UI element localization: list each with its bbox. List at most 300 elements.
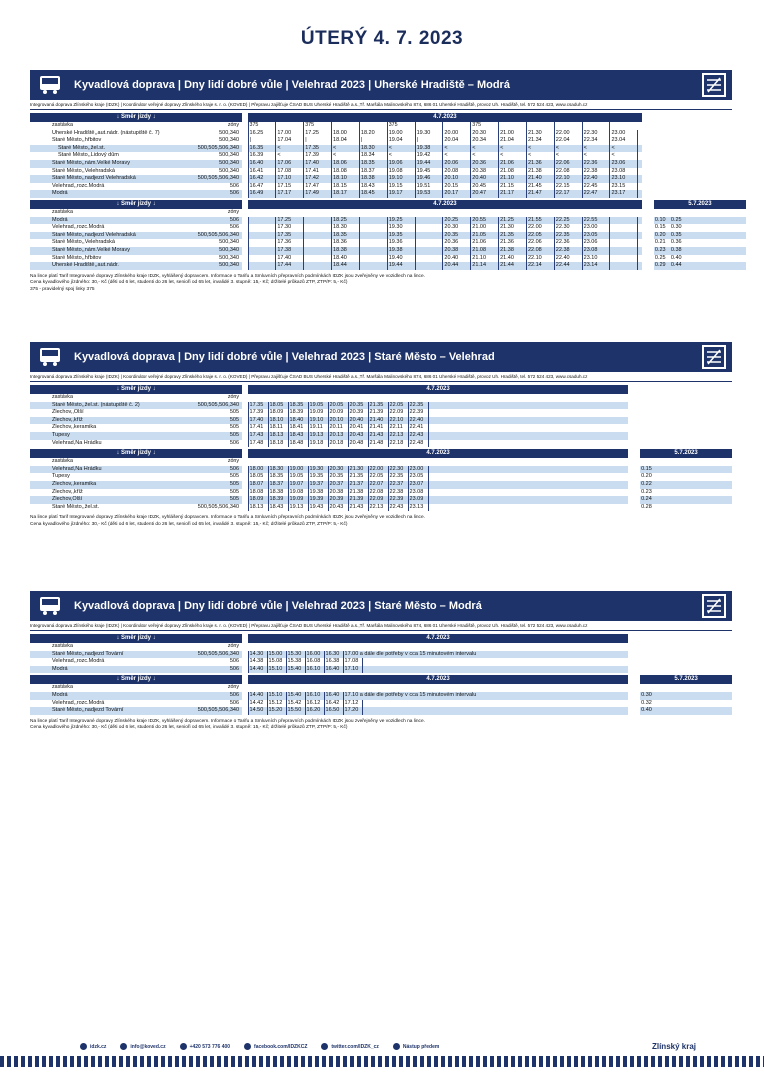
departure-time: 15.10 xyxy=(267,692,286,700)
table-subheader-row xyxy=(30,643,732,651)
departure-time: 22.36 xyxy=(582,160,610,168)
stop-zones: 500,340 xyxy=(219,239,240,246)
departure-time: 22.30 xyxy=(388,466,408,474)
departure-time: 18.06 xyxy=(332,160,360,168)
row-fill xyxy=(428,496,628,504)
departure-time: 21.17 xyxy=(499,190,527,198)
idzk-logo-icon xyxy=(702,345,726,369)
stop-zones: 506 xyxy=(229,224,240,231)
departure-time: 22.13 xyxy=(388,432,408,440)
stop-zones: 500,340 xyxy=(219,152,240,159)
table-row xyxy=(30,402,732,410)
departure-time: 18.00 xyxy=(332,130,360,138)
stop-zones: 506 xyxy=(229,182,240,189)
gap-cell xyxy=(642,160,654,168)
departure-time: 17.49 xyxy=(304,190,332,198)
next-day-time xyxy=(670,137,686,145)
departure-time: 23.00 xyxy=(582,224,610,232)
departure-time: 22.38 xyxy=(554,247,582,255)
departure-time: 17.35 xyxy=(304,145,332,153)
departure-time: < xyxy=(526,145,554,153)
row-fill xyxy=(672,402,732,410)
departure-time: 23.08 xyxy=(582,247,610,255)
departure-time: 18.15 xyxy=(332,183,360,191)
next-day-time xyxy=(670,152,686,160)
date-label: 4.7.2023 xyxy=(248,113,642,122)
departure-time: 19.13 xyxy=(288,504,308,512)
departure-time: < xyxy=(554,152,582,160)
stop-zones: 500,505,506,340 xyxy=(180,707,242,715)
direction-label: ↓ Směr jízdy ↓ xyxy=(30,200,242,209)
departure-time xyxy=(415,255,443,263)
stop-name: Staré Město,,nám.Velké Moravy xyxy=(30,160,180,168)
departure-time: 22.40 xyxy=(554,255,582,263)
departure-time: < xyxy=(387,145,415,153)
row-fill xyxy=(686,224,746,232)
departure-time: 21.43 xyxy=(368,432,388,440)
bus-icon xyxy=(30,591,70,621)
departure-time: 23.08 xyxy=(408,489,428,497)
next-day-time: 0.44 xyxy=(670,262,686,270)
next-day-time: 0.35 xyxy=(670,232,686,240)
next-day-time xyxy=(656,402,672,410)
direction-label: ↓ Směr jízdy ↓ xyxy=(30,113,242,122)
departure-time: 23.05 xyxy=(408,473,428,481)
table-row xyxy=(30,175,746,183)
table-row xyxy=(30,417,732,425)
subheader-fill xyxy=(242,394,732,402)
departure-time: 18.45 xyxy=(359,190,387,198)
footer-email[interactable]: info@koved.cz xyxy=(120,1043,165,1050)
departure-time: 19.06 xyxy=(387,160,415,168)
departure-time: 19.04 xyxy=(387,137,415,145)
timetable-section xyxy=(30,591,732,732)
next-day-time: 0.23 xyxy=(654,247,670,255)
stop-name: Staré Město,,nadjezd Velehradská xyxy=(30,232,180,240)
stop-zones: 506 xyxy=(180,692,242,700)
departure-time: 21.48 xyxy=(368,440,388,448)
table-row xyxy=(30,504,732,512)
subheader-fill xyxy=(242,209,746,217)
row-fill xyxy=(672,651,732,659)
stop-name: Zlechov,,Olší xyxy=(52,409,84,416)
timetable-table xyxy=(30,634,732,673)
departure-time: 19.53 xyxy=(415,190,443,198)
timetable-section xyxy=(30,70,732,293)
departure-time: 18.38 xyxy=(268,489,288,497)
footer-brand: Zlínský kraj xyxy=(651,1042,696,1051)
departure-time: 17.40 xyxy=(276,255,304,263)
departure-time: 21.36 xyxy=(499,239,527,247)
stop-name: Modrá xyxy=(30,692,180,700)
departure-time: 17.25 xyxy=(304,130,332,138)
departure-time: 22.05 xyxy=(368,473,388,481)
note-line: Cena kyvadlového jízdného: 30,- Kč (děti od 6 let, studenti do 26 let, senioři od 65 let, invalidé 3. stupně: 15,- Kč; držitelé průkazů ZTP, ZTP/P: 5,- Kč) xyxy=(30,521,348,527)
stop-zones: 505 xyxy=(180,496,242,504)
line-number-cell xyxy=(415,122,443,130)
departure-time: 19.25 xyxy=(387,217,415,225)
departure-time xyxy=(610,217,638,225)
table-row xyxy=(30,409,732,417)
departure-time: 21.06 xyxy=(471,239,499,247)
column-header-zones: zóny xyxy=(227,122,240,129)
departure-time: 20.30 xyxy=(471,130,499,138)
stop-zones: 506 xyxy=(180,217,242,225)
departure-time: 20.41 xyxy=(348,424,368,432)
departure-time: 17.12 xyxy=(343,700,362,708)
departure-time: 16.35 xyxy=(248,145,276,153)
stop-name: Staré Město,,Velehradská xyxy=(52,239,115,246)
idzk-logo-icon xyxy=(702,594,726,618)
row-fill xyxy=(686,190,746,198)
departure-time: 20.08 xyxy=(443,168,471,176)
departure-time xyxy=(415,239,443,247)
column-header-stop: zastávka xyxy=(52,122,73,129)
table-subheader-row xyxy=(30,458,732,466)
row-fill xyxy=(672,473,732,481)
footer-twitter[interactable]: twitter.com/IDZK_cz xyxy=(321,1043,379,1050)
departure-time: 21.14 xyxy=(471,262,499,270)
departure-time: 17.40 xyxy=(304,160,332,168)
departure-time xyxy=(304,255,332,263)
departure-time xyxy=(304,232,332,240)
stop-name: Velehrad,,rozc.Modrá xyxy=(52,699,105,706)
departure-time: 14.30 xyxy=(248,651,267,659)
gap-cell xyxy=(642,183,654,191)
next-day-time: 0.10 xyxy=(654,217,670,225)
next-day-time: 0.22 xyxy=(640,481,656,489)
section-banner xyxy=(30,591,732,621)
stop-name: Staré Město,,hřbitov xyxy=(52,137,102,144)
header-gap xyxy=(628,634,640,643)
departure-time: 16.20 xyxy=(305,707,324,715)
departure-time: | xyxy=(248,137,276,145)
table-row xyxy=(30,183,746,191)
departure-time: 22.30 xyxy=(582,130,610,138)
departure-time xyxy=(248,224,276,232)
departure-time: 15.40 xyxy=(286,692,305,700)
departure-time: 15.50 xyxy=(286,707,305,715)
departure-time: 15.20 xyxy=(267,707,286,715)
departure-time: 20.40 xyxy=(443,255,471,263)
departure-time: 19.44 xyxy=(415,160,443,168)
departure-time: 21.38 xyxy=(526,168,554,176)
row-fill xyxy=(362,658,628,666)
departure-time: 16.50 xyxy=(324,707,343,715)
gap-cell xyxy=(628,651,640,659)
departure-time: 21.00 xyxy=(499,130,527,138)
gap-cell xyxy=(642,152,654,160)
departure-time: < xyxy=(471,145,499,153)
departure-time: 14.40 xyxy=(248,692,267,700)
departure-time: 22.40 xyxy=(582,175,610,183)
row-fill xyxy=(428,440,628,448)
footer-phone[interactable]: +420 573 776 400 xyxy=(180,1043,230,1050)
departure-time: 16.08 xyxy=(305,658,324,666)
column-header-zones: zóny xyxy=(227,394,240,401)
row-fill xyxy=(428,402,628,410)
date-label: 4.7.2023 xyxy=(248,634,628,643)
departure-time: 19.17 xyxy=(387,190,415,198)
departure-time: < xyxy=(554,145,582,153)
departure-time: 23.05 xyxy=(582,232,610,240)
column-header-stop: zastávka xyxy=(52,458,73,465)
table-row xyxy=(30,160,746,168)
departure-time: 17.08 xyxy=(276,168,304,176)
departure-time: 17.39 xyxy=(304,152,332,160)
subheader-fill xyxy=(242,458,732,466)
departure-time: 19.35 xyxy=(387,232,415,240)
departure-time: 19.15 xyxy=(387,183,415,191)
row-fill xyxy=(428,409,628,417)
stop-name: Zlechov,,kříž xyxy=(52,488,83,495)
table-row xyxy=(30,168,746,176)
departure-time: 22.35 xyxy=(408,402,428,410)
stop-zones: 506 xyxy=(180,666,242,674)
departure-time: 17.42 xyxy=(304,175,332,183)
departure-time: 15.00 xyxy=(267,651,286,659)
gap-cell xyxy=(642,232,654,240)
next-day-time xyxy=(654,190,670,198)
departure-time: 22.05 xyxy=(526,232,554,240)
info-line: Integrovaná doprava Zlínského kraje (IDZK) | Koordinátor veřejné dopravy Zlínského kraje s. r. o. (KOVED) | Přepravu zajišťuje ČSAD BUS Uherské Hradiště a.s.,Tř. Maršála Malinovského 874, 686 01 Uherské Hradiště, provoz Uh. Hradiště, tel. 572 524 423, www.csaduh.cz xyxy=(30,100,732,110)
stop-zones: 505 xyxy=(229,473,240,480)
departure-time: 23.00 xyxy=(408,466,428,474)
stop-zones: 505 xyxy=(229,488,240,495)
stop-zones: 506 xyxy=(180,466,242,474)
table-row xyxy=(30,481,732,489)
row-fill xyxy=(686,239,746,247)
direction-label: ↓ Směr jízdy ↓ xyxy=(30,634,242,643)
departure-time: 22.09 xyxy=(388,409,408,417)
next-day-time xyxy=(640,651,656,659)
column-header-stop: zastávka xyxy=(52,643,73,650)
departure-time xyxy=(248,217,276,225)
departure-time xyxy=(610,262,638,270)
departure-time: 18.43 xyxy=(359,183,387,191)
departure-time: 17.47 xyxy=(304,183,332,191)
departure-time: 20.38 xyxy=(328,489,348,497)
departure-time: < xyxy=(443,145,471,153)
departure-time: 23.09 xyxy=(408,496,428,504)
gap-cell xyxy=(628,440,640,448)
header-gap xyxy=(628,675,640,684)
departure-time: 19.51 xyxy=(415,183,443,191)
departure-time: 22.34 xyxy=(582,137,610,145)
next-day-time xyxy=(640,658,656,666)
stop-zones: 505 xyxy=(180,481,242,489)
header-gap xyxy=(628,385,640,394)
departure-time: 21.40 xyxy=(499,255,527,263)
departure-time: 21.40 xyxy=(368,417,388,425)
row-fill xyxy=(428,489,628,497)
table-row xyxy=(30,496,732,504)
table-row xyxy=(30,232,746,240)
next-day-time xyxy=(656,496,672,504)
departure-time: 22.45 xyxy=(582,183,610,191)
table-header-row xyxy=(30,449,732,458)
timetable-table xyxy=(30,675,732,714)
column-header-stop: zastávka xyxy=(52,394,73,401)
departure-time xyxy=(304,217,332,225)
departure-time: 19.09 xyxy=(308,409,328,417)
departure-time: 20.10 xyxy=(328,417,348,425)
departure-time: 18.09 xyxy=(268,409,288,417)
line-number-cell xyxy=(610,122,638,130)
departure-time: 22.40 xyxy=(408,417,428,425)
departure-time: 18.04 xyxy=(332,137,360,145)
departure-time: 15.40 xyxy=(286,666,305,674)
gap-cell xyxy=(628,409,640,417)
departure-time: 21.45 xyxy=(526,183,554,191)
stop-name: Staré Město,,Lidový dům xyxy=(58,152,119,159)
table-row xyxy=(30,666,732,674)
next-day-time xyxy=(640,417,656,425)
departure-time: 17.10 xyxy=(276,175,304,183)
footer-web[interactable]: idzk.cz xyxy=(80,1043,106,1050)
row-fill xyxy=(686,145,746,153)
row-fill xyxy=(686,168,746,176)
table-row xyxy=(30,440,732,448)
departure-time: 19.30 xyxy=(308,466,328,474)
table-row xyxy=(30,692,732,700)
header-gap xyxy=(642,113,654,122)
stop-name: Zlechov,,keramika xyxy=(52,424,97,431)
next-day-time xyxy=(654,168,670,176)
departure-time: 22.15 xyxy=(554,183,582,191)
departure-time: 19.35 xyxy=(308,473,328,481)
departure-time: 21.39 xyxy=(348,496,368,504)
bottom-decoration xyxy=(0,1056,764,1067)
gap-cell xyxy=(628,666,640,674)
departure-time: 18.36 xyxy=(332,239,360,247)
departure-time: < xyxy=(582,152,610,160)
next-day-time: 0.15 xyxy=(654,224,666,231)
next-day-time: 0.23 xyxy=(641,488,652,495)
departure-time: 18.38 xyxy=(332,247,360,255)
direction-label: ↓ Směr jízdy ↓ xyxy=(30,675,242,684)
next-day-time xyxy=(670,160,686,168)
info-line: Integrovaná doprava Zlínského kraje (IDZK) | Koordinátor veřejné dopravy Zlínského kraje s. r. o. (KOVED) | Přepravu zajišťuje ČSAD BUS Uherské Hradiště a.s.,Tř. Maršála Malinovského 874, 686 01 Uherské Hradiště, provoz Uh. Hradiště, tel. 572 524 423, www.csaduh.cz xyxy=(30,372,732,382)
departure-time: 17.04 xyxy=(276,137,304,145)
gap-cell xyxy=(628,707,640,715)
next-day-time xyxy=(656,504,672,512)
next-day-time: 0.25 xyxy=(654,254,666,261)
departure-time: 16.42 xyxy=(248,175,276,183)
row-fill xyxy=(428,504,628,512)
note-line: Cena kyvadlového jízdného: 30,- Kč (děti od 6 let, studenti do 26 let, senioři od 65 let, invalidé 3. stupně: 15,- Kč; držitelé průkazů ZTP, ZTP/P: 5,- Kč) xyxy=(30,725,348,731)
stop-zones: 506 xyxy=(180,190,242,198)
stop-name: Staré Město,,žel.st. xyxy=(52,503,100,510)
departure-time: 17.38 xyxy=(276,247,304,255)
stop-zones: 500,505,506,340 xyxy=(180,175,242,183)
row-fill xyxy=(672,666,732,674)
departure-time: < xyxy=(276,145,304,153)
departure-time: 18.30 xyxy=(268,466,288,474)
departure-time: < xyxy=(387,152,415,160)
row-fill xyxy=(672,440,732,448)
departure-time xyxy=(248,239,276,247)
column-header-zones: zóny xyxy=(227,684,240,691)
stop-name: Staré Město,,nadjezd Velehradská xyxy=(30,175,180,183)
stop-name: Staré Město,,Velehradská xyxy=(52,167,115,174)
departure-time: 22.10 xyxy=(554,175,582,183)
gap-cell xyxy=(642,130,654,138)
departure-time: 21.30 xyxy=(499,224,527,232)
gap-cell xyxy=(628,692,640,700)
departure-time: 15.30 xyxy=(286,651,305,659)
departure-time xyxy=(359,255,387,263)
departure-time: 18.40 xyxy=(288,417,308,425)
departure-time: < xyxy=(443,152,471,160)
departure-time: 17.17 xyxy=(276,190,304,198)
row-fill xyxy=(428,424,628,432)
table-row xyxy=(30,224,746,232)
departure-time: 16.42 xyxy=(324,700,343,708)
departure-time xyxy=(248,255,276,263)
next-day-time xyxy=(640,432,656,440)
footer-facebook[interactable]: facebook.com/IDZKCZ xyxy=(244,1043,307,1050)
line-number-cell xyxy=(499,122,527,130)
departure-time: 19.44 xyxy=(387,262,415,270)
departure-time: 20.25 xyxy=(443,217,471,225)
note-line: Na lince platí Tarif Integrované dopravy Zlínského kraje IDZK, vyhlášený dopravcem. Informace o Tarifu a Smluvních přepravních podmínkách IDZK jsou zveřejněny ve vozidlech na lince. xyxy=(30,273,425,279)
departure-time xyxy=(415,224,443,232)
row-fill xyxy=(672,409,732,417)
departure-time: 22.08 xyxy=(554,168,582,176)
departure-time: 20.11 xyxy=(328,424,348,432)
departure-time: 23.04 xyxy=(610,137,638,145)
column-header-stop: zastávka xyxy=(52,684,73,691)
departure-time: 22.44 xyxy=(554,262,582,270)
next-day-time: 0.24 xyxy=(640,496,656,504)
departure-time: 23.14 xyxy=(582,262,610,270)
departure-time: 19.11 xyxy=(308,424,328,432)
departure-time: 16.47 xyxy=(248,183,276,191)
departure-time: 22.04 xyxy=(554,137,582,145)
gap-cell xyxy=(642,239,654,247)
direction-label: ↓ Směr jízdy ↓ xyxy=(30,385,242,394)
stop-zones: 506 xyxy=(229,699,240,706)
column-header-stop: zastávka xyxy=(52,209,73,216)
departure-time: 19.13 xyxy=(308,432,328,440)
departure-time xyxy=(304,224,332,232)
stop-name: Zlechov,Olší xyxy=(30,496,180,504)
departure-time: 15.12 xyxy=(267,700,286,708)
row-fill xyxy=(686,255,746,263)
table-row xyxy=(30,217,746,225)
next-day-time: 0.30 xyxy=(670,224,682,231)
departure-time xyxy=(359,224,387,232)
departure-time: 20.35 xyxy=(443,232,471,240)
departure-time: < xyxy=(610,145,638,153)
departure-time: | xyxy=(415,137,443,145)
next-day-time xyxy=(656,466,672,474)
departure-time: < xyxy=(332,145,360,153)
stop-name: Zlechov,,kříž xyxy=(30,417,180,425)
stop-zones: 505 xyxy=(180,432,242,440)
departure-time: 23.00 xyxy=(610,130,638,138)
next-day-time: 0.40 xyxy=(670,254,682,261)
stop-zones: 500,340 xyxy=(219,167,240,174)
departure-time: 22.48 xyxy=(408,440,428,448)
next-day-time xyxy=(640,402,656,410)
departure-time: 20.40 xyxy=(471,175,499,183)
departure-time: 22.18 xyxy=(388,440,408,448)
departure-time: 16.40 xyxy=(324,692,343,700)
departure-time: 19.10 xyxy=(387,175,415,183)
departure-time: 20.35 xyxy=(328,473,348,481)
